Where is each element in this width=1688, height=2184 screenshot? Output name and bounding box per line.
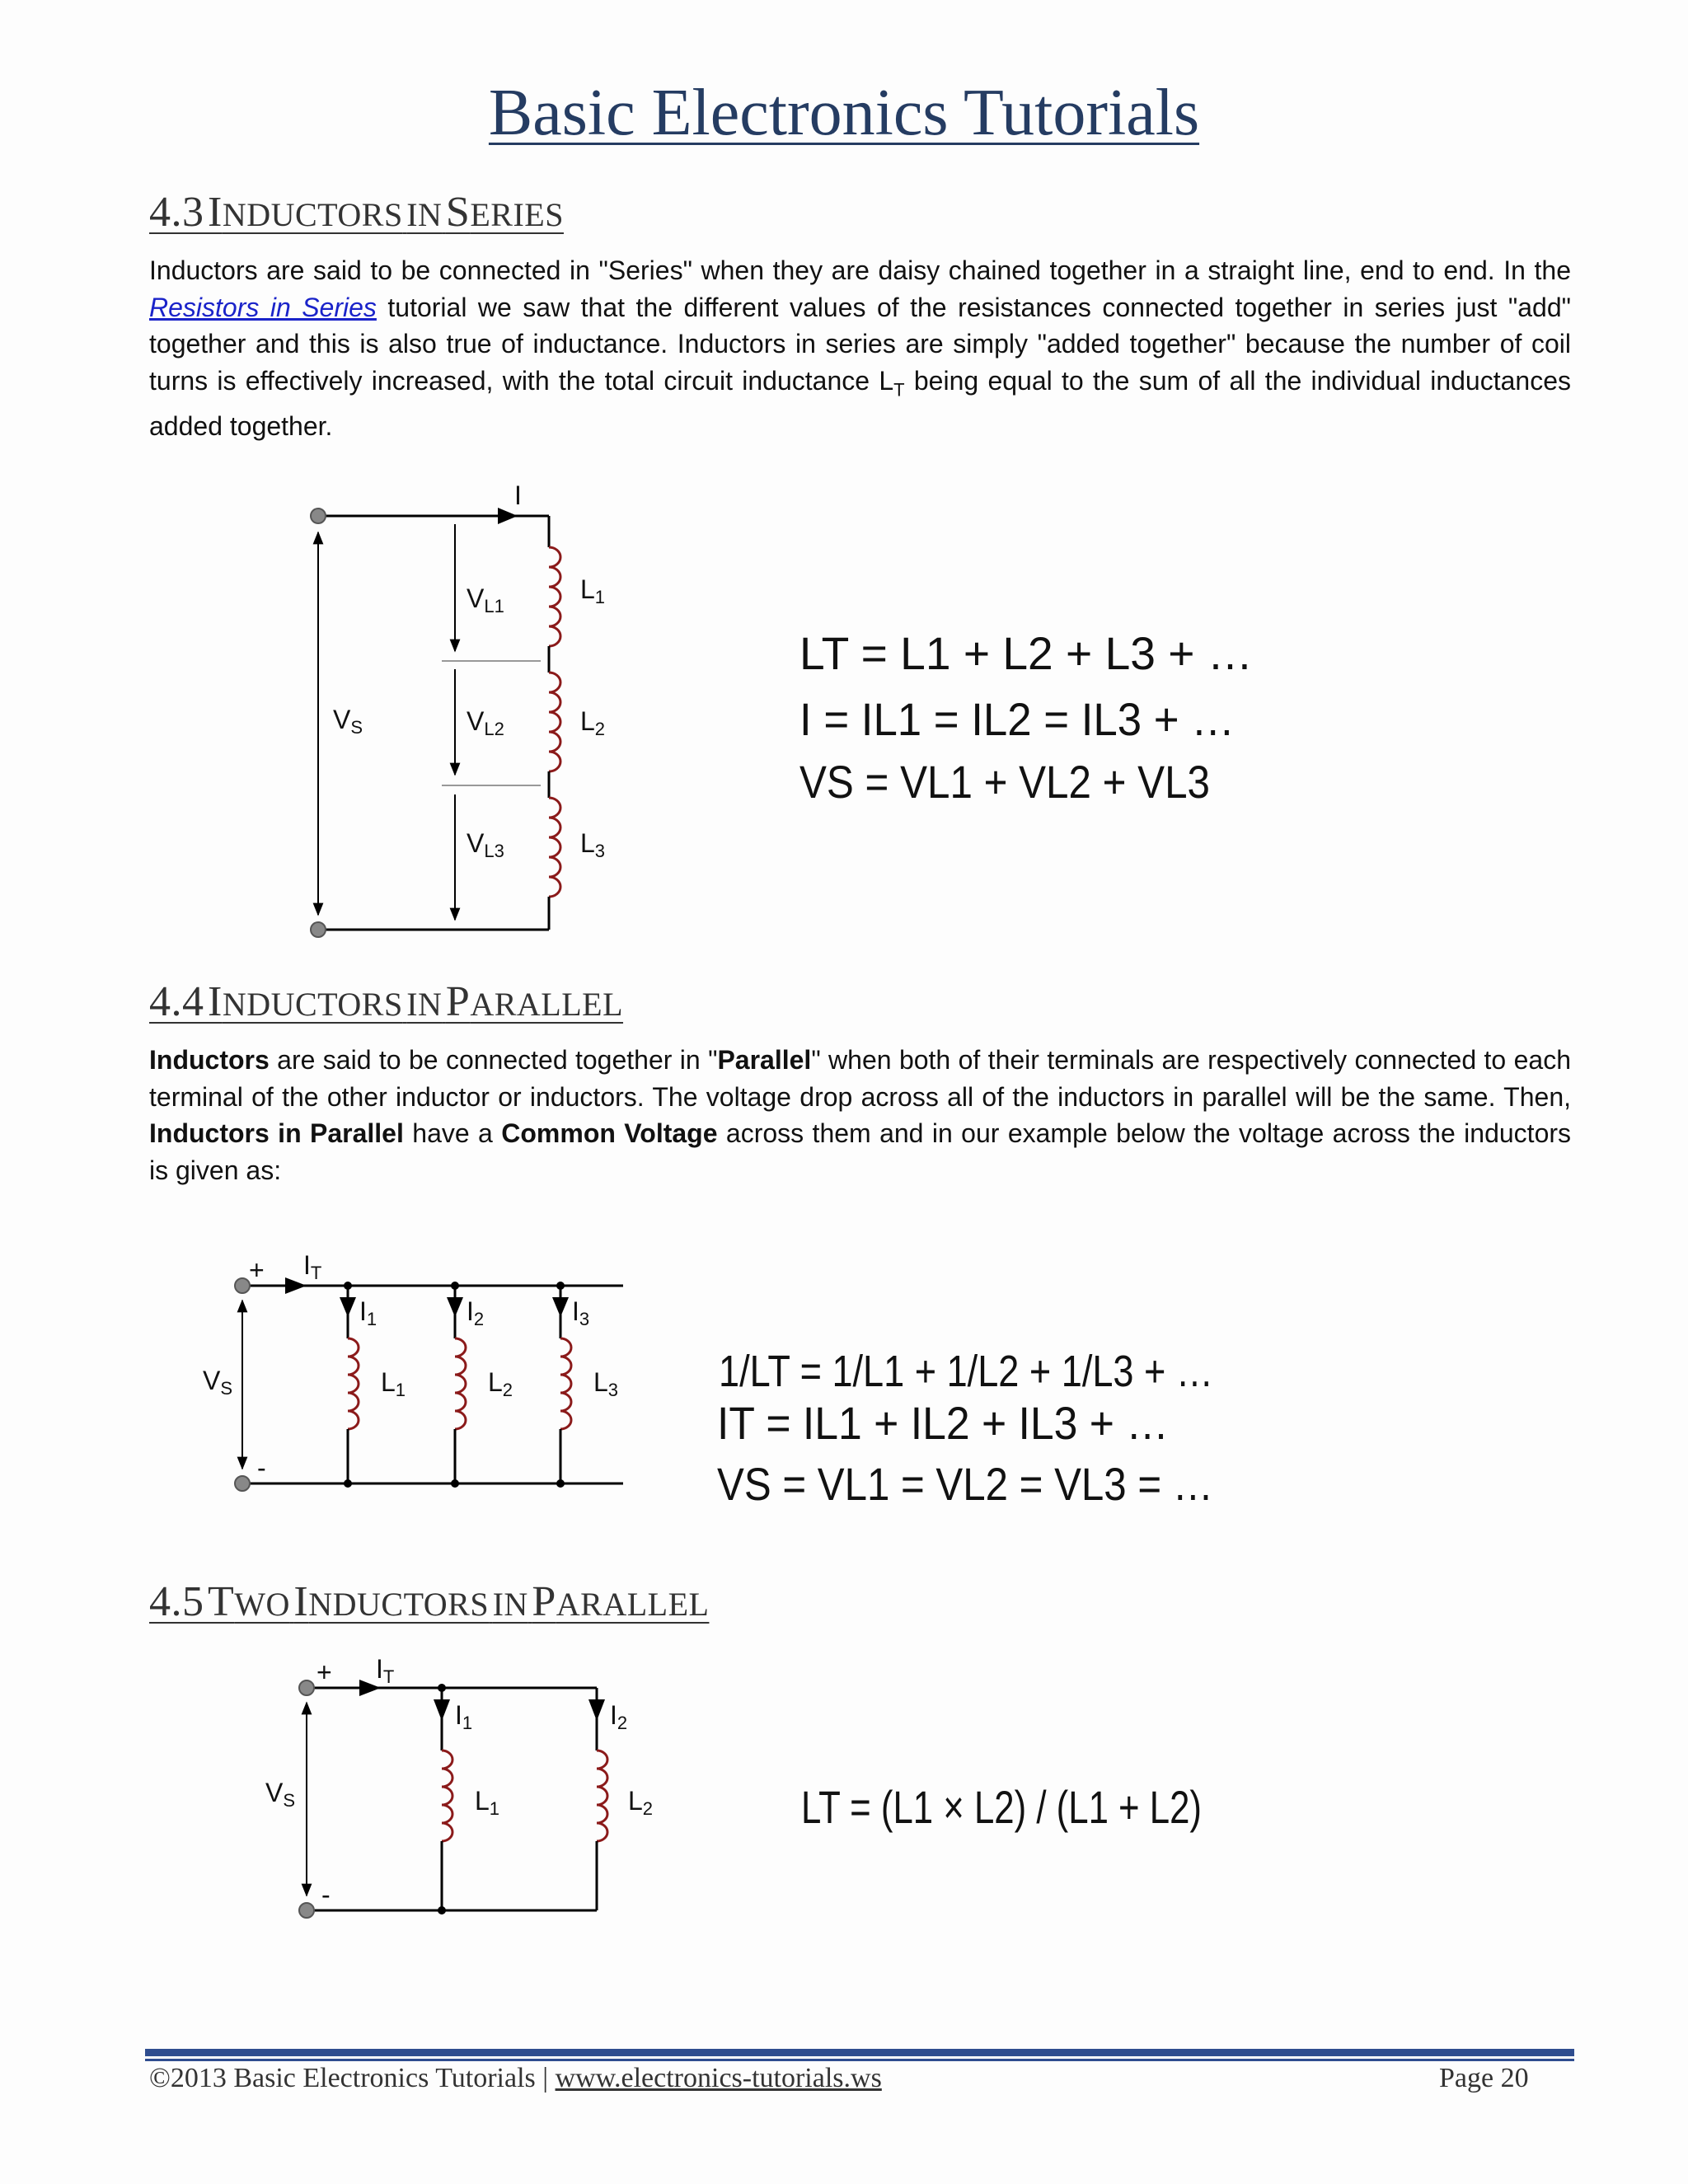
vs-label: VS bbox=[265, 1778, 296, 1811]
l2-label: L2 bbox=[580, 706, 606, 739]
page-number: Page 20 bbox=[1439, 2063, 1529, 2093]
copyright-text: ©2013 Basic Electronics Tutorials bbox=[149, 2063, 536, 2093]
l1-label: L1 bbox=[381, 1367, 406, 1400]
series-paragraph: Inductors are said to be connected in "Series" when they are daisy chained together in a straight line, end to end. In the Resistors in Series tutorial we saw that the different values of the resistances connected together in series just "add" together and this is also true of inductance. Inductors in series are simply "added together" because the number of coil turns is effectively increased, with the total circuit inductance $L_T$ being equal to the sum of all the individual inductances added together. bbox=[149, 255, 1572, 442]
i3-label: I3 bbox=[572, 1296, 590, 1329]
current-label: I bbox=[514, 480, 522, 510]
vl3-label: VL3 bbox=[467, 828, 504, 861]
svg-text:LT = L1 + L2 + L3 + …: LT = L1 + L2 + L3 + … bbox=[799, 627, 1253, 679]
svg-text:I = IL1 = IL2 = IL3 + …: I = IL1 = IL2 = IL3 + … bbox=[799, 693, 1235, 745]
svg-text:LT = (L1 × L2) / (L1 + L2): LT = (L1 × L2) / (L1 + L2) bbox=[801, 1781, 1202, 1833]
l3-label: L3 bbox=[580, 828, 606, 861]
l1-label: L1 bbox=[580, 574, 606, 607]
i1-label: I1 bbox=[455, 1700, 473, 1733]
section-heading-two-parallel: 4.5 TWO INDUCTORS IN PARALLEL bbox=[149, 1578, 710, 1625]
l2-label: L2 bbox=[628, 1786, 654, 1819]
svg-text:VS = VL1 + VL2 + VL3: VS = VL1 + VL2 + VL3 bbox=[799, 756, 1210, 808]
l3-label: L3 bbox=[593, 1367, 619, 1400]
i2-label: I2 bbox=[467, 1296, 485, 1329]
footer-left bbox=[149, 2063, 882, 2094]
vl2-label: VL2 bbox=[467, 706, 504, 739]
footer-separator: | bbox=[542, 2063, 549, 2093]
two-parallel-equation bbox=[801, 1781, 1202, 1833]
svg-text:VS = VL1 = VL2 = VL3 = …: VS = VL1 = VL2 = VL3 = … bbox=[717, 1458, 1213, 1510]
footer-rule bbox=[145, 2049, 1574, 2056]
svg-text:1/LT = 1/L1 + 1/L2 + 1/L3 + …: 1/LT = 1/L1 + 1/L2 + 1/L3 + … bbox=[719, 1347, 1213, 1396]
vs-label: VS bbox=[203, 1366, 233, 1399]
vs-label: VS bbox=[333, 705, 363, 738]
footer-rule-thin bbox=[145, 2059, 1574, 2061]
section-heading-parallel: 4.4 INDUCTORS IN PARALLEL bbox=[149, 978, 624, 1025]
website-link[interactable]: www.electronics-tutorials.ws bbox=[555, 2063, 882, 2093]
i2-label: I2 bbox=[610, 1700, 628, 1733]
it-label: IT bbox=[303, 1250, 322, 1283]
page-title: Basic Electronics Tutorials bbox=[488, 77, 1200, 149]
l2-label: L2 bbox=[488, 1367, 513, 1400]
vl1-label: VL1 bbox=[467, 583, 504, 616]
plus-label: + bbox=[249, 1255, 265, 1285]
parallel-paragraph: Inductors are said to be connected together in "Parallel" when both of their terminals are respectively connected to each terminal of the other inductor or inductors. The voltage drop across all of the inductors in parallel will be the same. Then, Inductors in Parallel have a Common Voltage across them and in our example below the voltage across the inductors is given as: bbox=[149, 1045, 1572, 1185]
plus-label: + bbox=[316, 1657, 332, 1687]
section-heading-series: 4.3 INDUCTORS IN SERIES bbox=[149, 189, 564, 236]
i1-label: I1 bbox=[359, 1296, 377, 1329]
minus-label: - bbox=[321, 1880, 331, 1910]
resistors-in-series-link[interactable]: Resistors in Series bbox=[149, 292, 377, 322]
svg-text:IT = IL1 + IL2 + IL3 + …: IT = IL1 + IL2 + IL3 + … bbox=[717, 1397, 1169, 1449]
l1-label: L1 bbox=[475, 1786, 500, 1819]
minus-label: - bbox=[257, 1453, 266, 1483]
it-label: IT bbox=[376, 1654, 395, 1687]
